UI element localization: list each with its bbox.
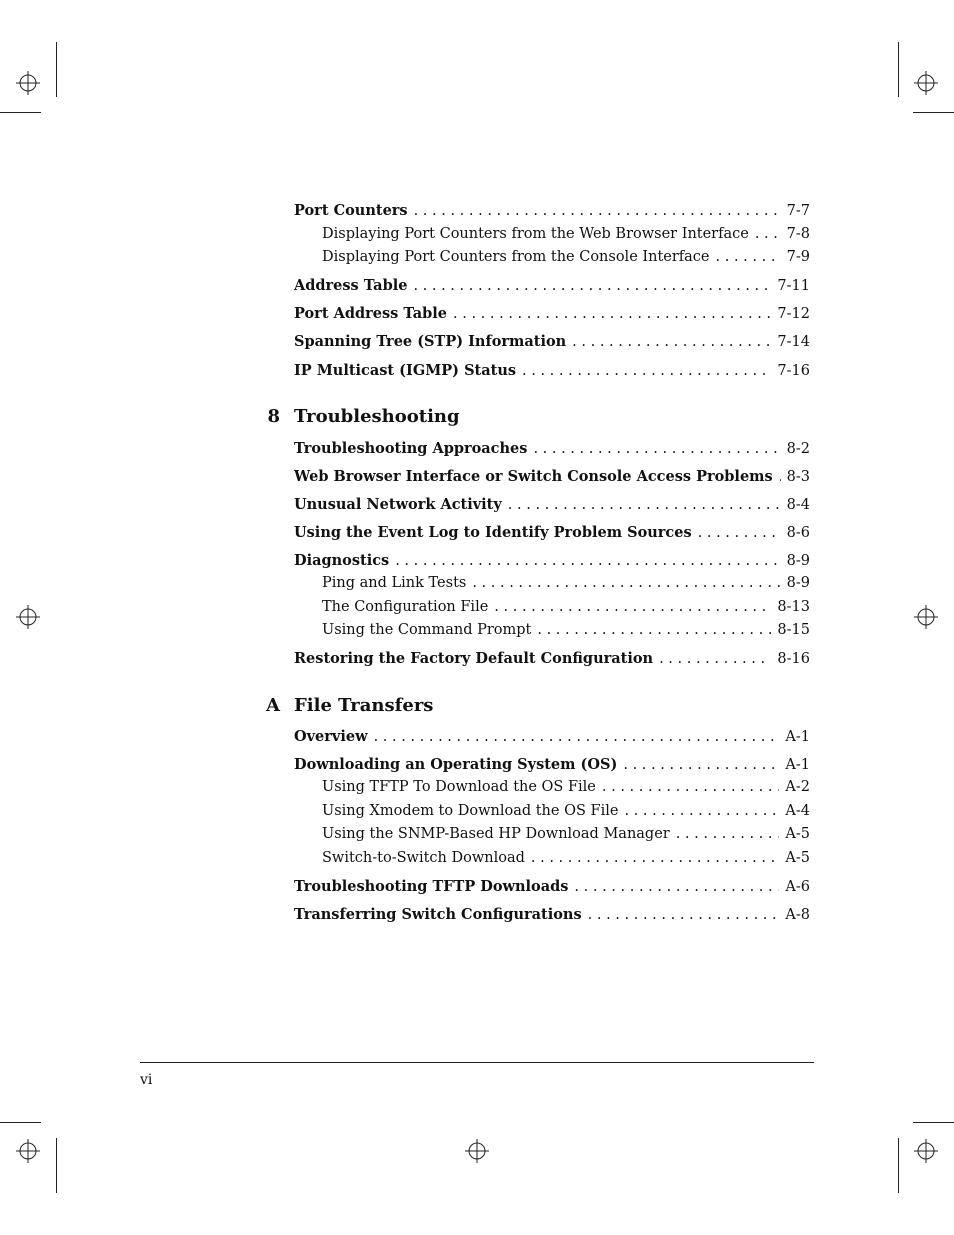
toc-entry[interactable] bbox=[294, 878, 810, 898]
toc-subentry[interactable] bbox=[322, 826, 810, 846]
toc-entry-page: 7-12 bbox=[777, 306, 810, 322]
toc-entry[interactable] bbox=[294, 362, 810, 382]
toc-entry-title: Using the SNMP-Based HP Download Manager bbox=[322, 826, 670, 842]
toc-entry[interactable] bbox=[294, 906, 810, 926]
toc-entry[interactable] bbox=[294, 468, 810, 488]
toc-entry[interactable] bbox=[294, 524, 810, 544]
toc-subentry[interactable] bbox=[322, 779, 810, 799]
toc-entry-page: 7-14 bbox=[777, 334, 810, 350]
toc-entry-title: Troubleshooting TFTP Downloads bbox=[294, 878, 569, 895]
toc-entry-page: 7-11 bbox=[777, 278, 810, 294]
dot-leader bbox=[413, 278, 771, 294]
toc-entry-title: Port Counters bbox=[294, 202, 408, 219]
dot-leader bbox=[531, 850, 779, 866]
toc-entry-page: A-5 bbox=[785, 826, 810, 842]
toc-entry-title: IP Multicast (IGMP) Status bbox=[294, 362, 517, 379]
toc-entry-page: A-1 bbox=[785, 757, 810, 773]
toc-entry-title: Using the Command Prompt bbox=[322, 622, 532, 638]
toc-subentry[interactable] bbox=[322, 803, 810, 823]
toc-entry-title: Overview bbox=[294, 728, 368, 745]
toc-entry-title: Transferring Switch Configurations bbox=[294, 906, 582, 923]
toc-entry-title: Troubleshooting Approaches bbox=[294, 440, 528, 457]
page-number: vi bbox=[140, 1072, 153, 1088]
toc-subentry[interactable] bbox=[322, 622, 810, 642]
dot-leader bbox=[755, 226, 781, 242]
toc-entry-page: 7-9 bbox=[786, 249, 810, 265]
toc-entry-title: Address Table bbox=[294, 277, 408, 294]
toc-subentry[interactable] bbox=[322, 575, 810, 595]
toc-entry[interactable] bbox=[294, 728, 810, 748]
dot-leader bbox=[374, 729, 780, 745]
dot-leader bbox=[624, 803, 779, 819]
dot-leader bbox=[588, 907, 780, 923]
toc-entry-page: A-5 bbox=[785, 850, 810, 866]
chapter-number: A bbox=[266, 695, 280, 716]
toc-entry-title: Port Address Table bbox=[294, 305, 448, 322]
toc-entry-title: Displaying Port Counters from the Console Interface bbox=[322, 249, 710, 265]
toc-entry-title: The Configuration File bbox=[322, 599, 489, 615]
dot-leader bbox=[659, 651, 771, 667]
toc-entry-page: 8-9 bbox=[786, 575, 810, 591]
toc-entry-page: 8-4 bbox=[786, 497, 810, 513]
toc-entry-title: Displaying Port Counters from the Web Browser Interface bbox=[322, 226, 749, 242]
dot-leader bbox=[494, 599, 771, 615]
toc-entry-page: 8-2 bbox=[786, 441, 810, 457]
chapter-title: Troubleshooting bbox=[294, 406, 460, 427]
toc-entry-title: Using the Event Log to Identify Problem Sources bbox=[294, 524, 692, 541]
dot-leader bbox=[623, 757, 779, 773]
dot-leader bbox=[698, 525, 781, 541]
toc-entry-page: 8-3 bbox=[786, 469, 810, 485]
chapter-heading[interactable] bbox=[250, 695, 433, 721]
toc-entry[interactable] bbox=[294, 756, 810, 776]
toc-entry-title: Ping and Link Tests bbox=[322, 575, 467, 591]
toc-entry-page: 8-9 bbox=[786, 553, 810, 569]
toc-entry-title: Switch-to-Switch Download bbox=[322, 850, 525, 866]
toc-entry[interactable] bbox=[294, 333, 810, 353]
toc-subentry[interactable] bbox=[322, 599, 810, 619]
toc-entry[interactable] bbox=[294, 650, 810, 670]
toc-entry-page: A-8 bbox=[785, 907, 810, 923]
dot-leader bbox=[574, 879, 779, 895]
toc-entry-title: Downloading an Operating System (OS) bbox=[294, 756, 618, 773]
toc-entry-page: 8-16 bbox=[777, 651, 810, 667]
chapter-title: File Transfers bbox=[294, 695, 434, 716]
toc-entry-title: Diagnostics bbox=[294, 552, 390, 569]
toc-entry[interactable] bbox=[294, 277, 810, 297]
toc-entry-page: 8-6 bbox=[786, 525, 810, 541]
toc-entry-title: Restoring the Factory Default Configuration bbox=[294, 650, 654, 667]
toc-entry-title: Web Browser Interface or Switch Console Access Problems bbox=[294, 468, 773, 485]
toc-entry-page: 7-16 bbox=[777, 363, 810, 379]
toc-entry-page: A-2 bbox=[785, 779, 810, 795]
dot-leader bbox=[572, 334, 771, 350]
toc-entry[interactable] bbox=[294, 552, 810, 572]
dot-leader bbox=[522, 363, 771, 379]
toc-entry-page: 7-8 bbox=[786, 226, 810, 242]
toc-entry-title: Using TFTP To Download the OS File bbox=[322, 779, 596, 795]
dot-leader bbox=[453, 306, 771, 322]
dot-leader bbox=[508, 497, 781, 513]
dot-leader bbox=[779, 469, 781, 485]
toc-entry[interactable] bbox=[294, 305, 810, 325]
toc-entry-page: A-1 bbox=[785, 729, 810, 745]
dot-leader bbox=[533, 441, 780, 457]
toc-entry-page: A-6 bbox=[785, 879, 810, 895]
chapter-number: 8 bbox=[267, 406, 280, 427]
toc-entry-title: Using Xmodem to Download the OS File bbox=[322, 803, 619, 819]
toc-entry-page: 7-7 bbox=[786, 203, 810, 219]
chapter-heading[interactable] bbox=[250, 406, 460, 432]
dot-leader bbox=[676, 826, 780, 842]
dot-leader bbox=[472, 575, 780, 591]
toc-entry-page: 8-15 bbox=[777, 622, 810, 638]
dot-leader bbox=[602, 779, 779, 795]
toc-entry[interactable] bbox=[294, 496, 810, 516]
footer-rule bbox=[140, 1062, 814, 1063]
toc-entry-title: Unusual Network Activity bbox=[294, 496, 502, 513]
toc-entry[interactable] bbox=[294, 440, 810, 460]
dot-leader bbox=[716, 249, 781, 265]
toc-entry-page: A-4 bbox=[785, 803, 810, 819]
dot-leader bbox=[537, 622, 771, 638]
dot-leader bbox=[414, 203, 781, 219]
toc-entry-page: 8-13 bbox=[777, 599, 810, 615]
dot-leader bbox=[395, 553, 780, 569]
toc-subentry[interactable] bbox=[322, 850, 810, 870]
toc-subentry[interactable] bbox=[322, 249, 810, 269]
toc-entry-title: Spanning Tree (STP) Information bbox=[294, 333, 567, 350]
toc-entry[interactable] bbox=[294, 202, 810, 222]
toc-subentry[interactable] bbox=[322, 226, 810, 246]
